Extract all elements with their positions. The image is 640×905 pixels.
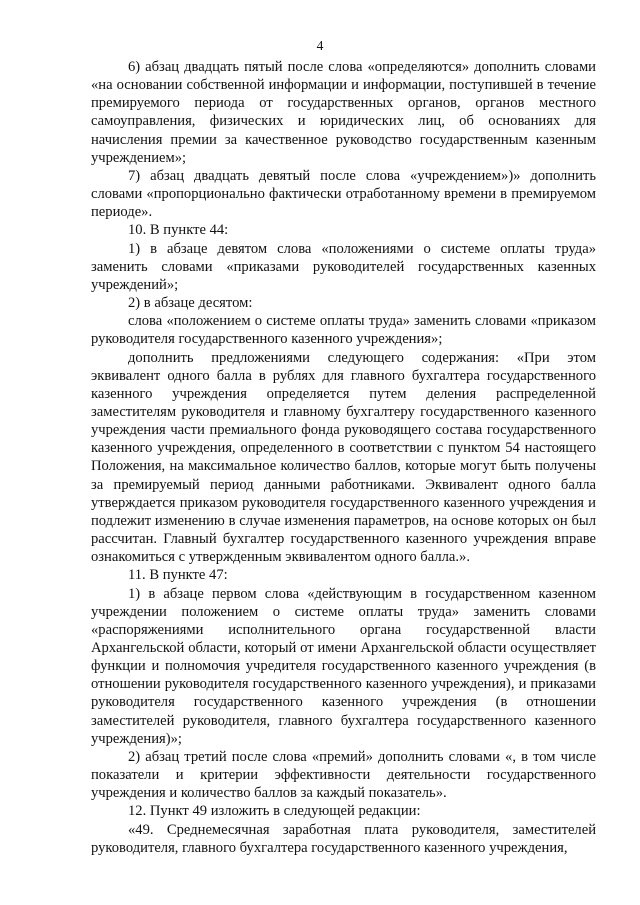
paragraph-section-10-item-1: 1) в абзаце девятом слова «положениями о системе оплаты труда» заменить словами «приказами руководителей государственных казенных учреждений»; [91, 240, 596, 293]
paragraph-item-7: 7) абзац двадцать девятый после слова «учреждением»)» дополнить словами «пропорционально фактически отработанному времени в премируемом периоде». [91, 167, 596, 221]
paragraph-section-12: 12. Пункт 49 изложить в следующей редакции: [128, 803, 421, 820]
paragraph-add-sentences: дополнить предложениями следующего содержания: «При этом эквивалент одного балла в рублях для главного бухгалтера государственного казенного учреждения определяется путем деления распределенной заместителям руководителя и главному бухгалтеру государственного казенного учреждения части премиального фонда руководящего состава государственного казенного учреждения, определенного в соответствии с пунктом 54 настоящего Положения, на максимальное количество баллов, которые могут быть получены за премируемый период данными работниками. Эквивалент одного балла утверждается приказом руководителя государственного казенного учреждения и подлежит изменению в случае изменения параметров, на основе которых он был рассчитан. Главный бухгалтер государственного казенного учреждения вправе ознакомиться с утвержденным эквивалентом одного балла.». [91, 349, 596, 566]
paragraph-item-49: «49. Среднемесячная заработная плата руководителя, заместителей руководителя, главного бухгалтера государственного казенного учреждения, [91, 821, 596, 856]
page-number: 4 [316, 38, 324, 53]
paragraph-section-11-item-2: 2) абзац третий после слова «премий» дополнить словами «, в том числе показатели и критерии эффективности деятельности государственного учреждения и количество баллов за каждый показатель». [91, 748, 596, 802]
paragraph-section-11-item-1: 1) в абзаце первом слова «действующим в государственном казенном учреждении положением о системе оплаты труда» заменить словами «распоряжениями исполнительного органа государственной власти Архангельской области, который от имени Архангельской области осуществляет функции и полномочия учредителя государственного казенного учреждения (в отношении руководителя государственного казенного учреждения), и приказами руководителя государственного казенного учреждения (в отношении заместителей руководителя, главного бухгалтера государственного казенного учреждения)»; [91, 585, 596, 747]
paragraph-section-10-item-2: 2) в абзаце десятом: [128, 295, 253, 312]
paragraph-section-10: 10. В пункте 44: [128, 222, 229, 239]
document-body [91, 58, 596, 857]
paragraph-item-6: 6) абзац двадцать пятый после слова «определяются» дополнить словами «на основании собственной информации и информации, поступившей в течение премируемого периода от государственных органов, органов местного самоуправления, физических и юридических лиц, об основаниях для начисления премии за качественное руководство государственным казенным учреждением»; [91, 59, 596, 166]
paragraph-section-11: 11. В пункте 47: [128, 567, 228, 584]
paragraph-replace-words: слова «положением о системе оплаты труда» заменить словами «приказом руководителя государственного казенного учреждения»; [91, 313, 596, 348]
